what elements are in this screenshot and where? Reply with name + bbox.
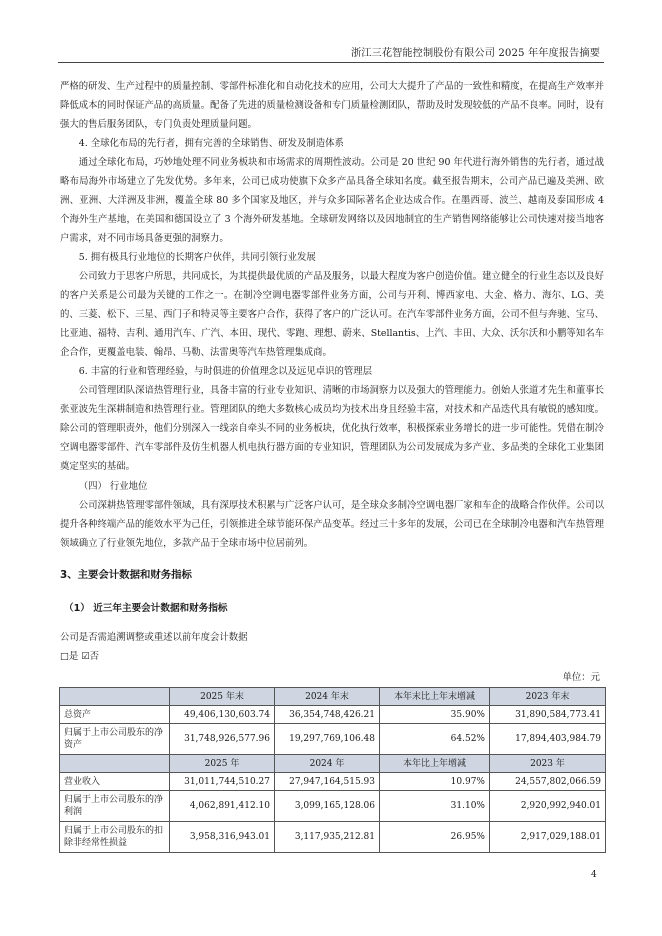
heading-management: 6. 丰富的行业和管理经验，与时俱进的价值理念以及远见卓识的管理层 bbox=[78, 366, 372, 377]
table-cell: 64.52% bbox=[380, 724, 490, 755]
table-row-net-assets bbox=[60, 724, 606, 755]
paragraph-quality: 严格的研发、生产过程中的质量控制、零部件标准化和自动化技术的应用，公司大大提升了产品的一致性和精度，在提高生产效率并降低成本的同时保证产品的高质量。配备了先进的质量检测设备和专门质量检测团队，帮助及时发现较低的产品不良率。同时，设有强大的售后服务团队，专门负责处理质量问题。 bbox=[60, 81, 604, 130]
table-header-row bbox=[60, 688, 606, 706]
industry-position-text bbox=[60, 477, 604, 553]
row-label: 归属于上市公司股东的净资产 bbox=[60, 724, 170, 755]
table-cell: 36,354,748,426.21 bbox=[275, 706, 380, 724]
table-cell: 24,557,802,066.59 bbox=[490, 773, 606, 791]
heading-globalization: 4. 全球化布局的先行者，拥有完善的全球销售、研发及制造体系 bbox=[78, 138, 344, 149]
table-cell: 10.97% bbox=[380, 773, 490, 791]
header-cell: 本年末比上年末增减 bbox=[380, 688, 490, 706]
row-label: 归属于上市公司股东的扣除非经常性损益 bbox=[60, 822, 170, 853]
table-cell: 31,890,584,773.41 bbox=[490, 706, 606, 724]
table-cell: 19,297,769,106.48 bbox=[275, 724, 380, 755]
table-cell: 3,099,165,128.06 bbox=[275, 791, 380, 822]
paragraph-customers: 公司致力于思客户所思，共同成长，为其提供最优质的产品及服务，以最大程度为客户创造价值。建立健全的行业生态以及良好的客户关系是公司最为关键的工作之一。在制冷空调电器零部件业务方面，公司与开利、博西家电、大金、格力、海尔、LG、美的、三菱、松下、三星、西门子和特灵等主要客户合作，获得了客户的广泛认可。在汽车零部件业务方面，公司不但与奔驰、宝马、比亚迪、福特、吉利、通用汽车、广汽、本田、现代、零跑、理想、蔚来、Stellantis、上汽、丰田、大众、沃尔沃和小鹏等知名车企合作，更覆盖电装、翰昂、马勒、法雷奥等汽车热管理集成商。 bbox=[60, 271, 604, 358]
restatement-answer: □是 ☑否 bbox=[60, 651, 99, 662]
paragraph-management: 公司管理团队深谙热管理行业，具备丰富的行业专业知识、清晰的市场洞察力以及强大的管理能力。创始人张道才先生和董事长张亚波先生深耕制造和热管理行业。管理团队的绝大多数核心成员均为技术出身且经验丰富，对技术和产品迭代具有敏锐的感知度。除公司的管理职责外，他们分别深入一线亲自牵头不同的业务板块，优化执行效率，积极探索业务增长的进一步可能性。凭借在制冷空调电器零部件、汽车零部件及仿生机器人机电执行器方面的专业知识，管理团队为公司发展成为多产业、多品类的全球化工业集团奠定坚实的基础。 bbox=[60, 385, 604, 472]
table-cell: 3,958,316,943.01 bbox=[170, 822, 275, 853]
table-cell: 4,062,891,412.10 bbox=[170, 791, 275, 822]
financial-data-table bbox=[59, 687, 606, 853]
paragraph-globalization: 通过全球化布局，巧妙地处理不同业务板块和市场需求的周期性波动。公司是 20 世纪 90 年代进行海外销售的先行者，通过战略布局海外市场建立了先发优势。多年来，公司已成功使旗下众多产品具备全球知名度。截至报告期末，公司产品已遍及美洲、欧洲、亚洲、大洋洲及非洲，覆盖全球 80 多个国家及地区，并与众多国际著名企业达成合作。在墨西哥、波兰、越南及泰国形成 4 个海外生产基地，在美国和德国设立了 3 个海外研发基地。全球研发网络以及因地制宜的生产销售网络能够让公司快速对接当地客户需求，对不同市场具备更强的洞察力。 bbox=[60, 157, 604, 244]
row-label: 总资产 bbox=[60, 706, 170, 724]
table-cell: 2,917,029,188.01 bbox=[490, 822, 606, 853]
page-number: 4 bbox=[591, 870, 597, 880]
header-cell bbox=[60, 688, 170, 706]
table-row-net-profit bbox=[60, 791, 606, 822]
table-cell: 49,406,130,603.74 bbox=[170, 706, 275, 724]
header-cell: 2023 年 bbox=[490, 755, 606, 773]
header-cell: 2024 年 bbox=[275, 755, 380, 773]
table-cell: 31,748,926,577.96 bbox=[170, 724, 275, 755]
table-cell: 27,947,164,515.93 bbox=[275, 773, 380, 791]
table-cell: 26.95% bbox=[380, 822, 490, 853]
header-cell: 2025 年末 bbox=[170, 688, 275, 706]
header-cell bbox=[60, 755, 170, 773]
subsection-title: （1） 近三年主要会计数据和财务指标 bbox=[64, 603, 228, 614]
table-cell: 31,011,744,510.27 bbox=[170, 773, 275, 791]
table-cell: 31.10% bbox=[380, 791, 490, 822]
unit-label: 单位：元 bbox=[562, 672, 600, 683]
header-cell: 本年比上年增减 bbox=[380, 755, 490, 773]
table-cell: 3,117,935,212.81 bbox=[275, 822, 380, 853]
table-header-row bbox=[60, 755, 606, 773]
header-cell: 2023 年末 bbox=[490, 688, 606, 706]
table-cell: 2,920,992,940.01 bbox=[490, 791, 606, 822]
heading-industry-position: （四） 行业地位 bbox=[78, 481, 148, 492]
row-label: 归属于上市公司股东的净利润 bbox=[60, 791, 170, 822]
header-cell: 2025 年 bbox=[170, 755, 275, 773]
strengths-text bbox=[60, 77, 604, 476]
table-row-revenue bbox=[60, 773, 606, 791]
table-cell: 35.90% bbox=[380, 706, 490, 724]
paragraph-industry-position: 公司深耕热管理零部件领域，具有深厚技术积累与广泛客户认可，是全球众多制冷空调电器厂家和车企的战略合作伙伴。公司以提升各种终端产品的能效水平为己任，引领推进全球节能环保产品变革。经过三十多年的发展，公司已在全球制冷电器和汽车热管理领域确立了行业领先地位，多款产品于全球市场中位居前列。 bbox=[60, 500, 604, 549]
restatement-question: 公司是否需追溯调整或重述以前年度会计数据 bbox=[60, 632, 248, 643]
heading-customers: 5. 拥有极具行业地位的长期客户伙伴，共同引领行业发展 bbox=[78, 252, 316, 263]
header-divider bbox=[58, 62, 604, 63]
table-row-adjusted-net-profit bbox=[60, 822, 606, 853]
report-header: 浙江三花智能控制股份有限公司 2025 年年度报告摘要 bbox=[350, 48, 600, 59]
section-title: 3、主要会计数据和财务指标 bbox=[60, 569, 192, 581]
header-cell: 2024 年末 bbox=[275, 688, 380, 706]
table-row-total-assets bbox=[60, 706, 606, 724]
row-label: 营业收入 bbox=[60, 773, 170, 791]
table-cell: 17,894,403,984.79 bbox=[490, 724, 606, 755]
